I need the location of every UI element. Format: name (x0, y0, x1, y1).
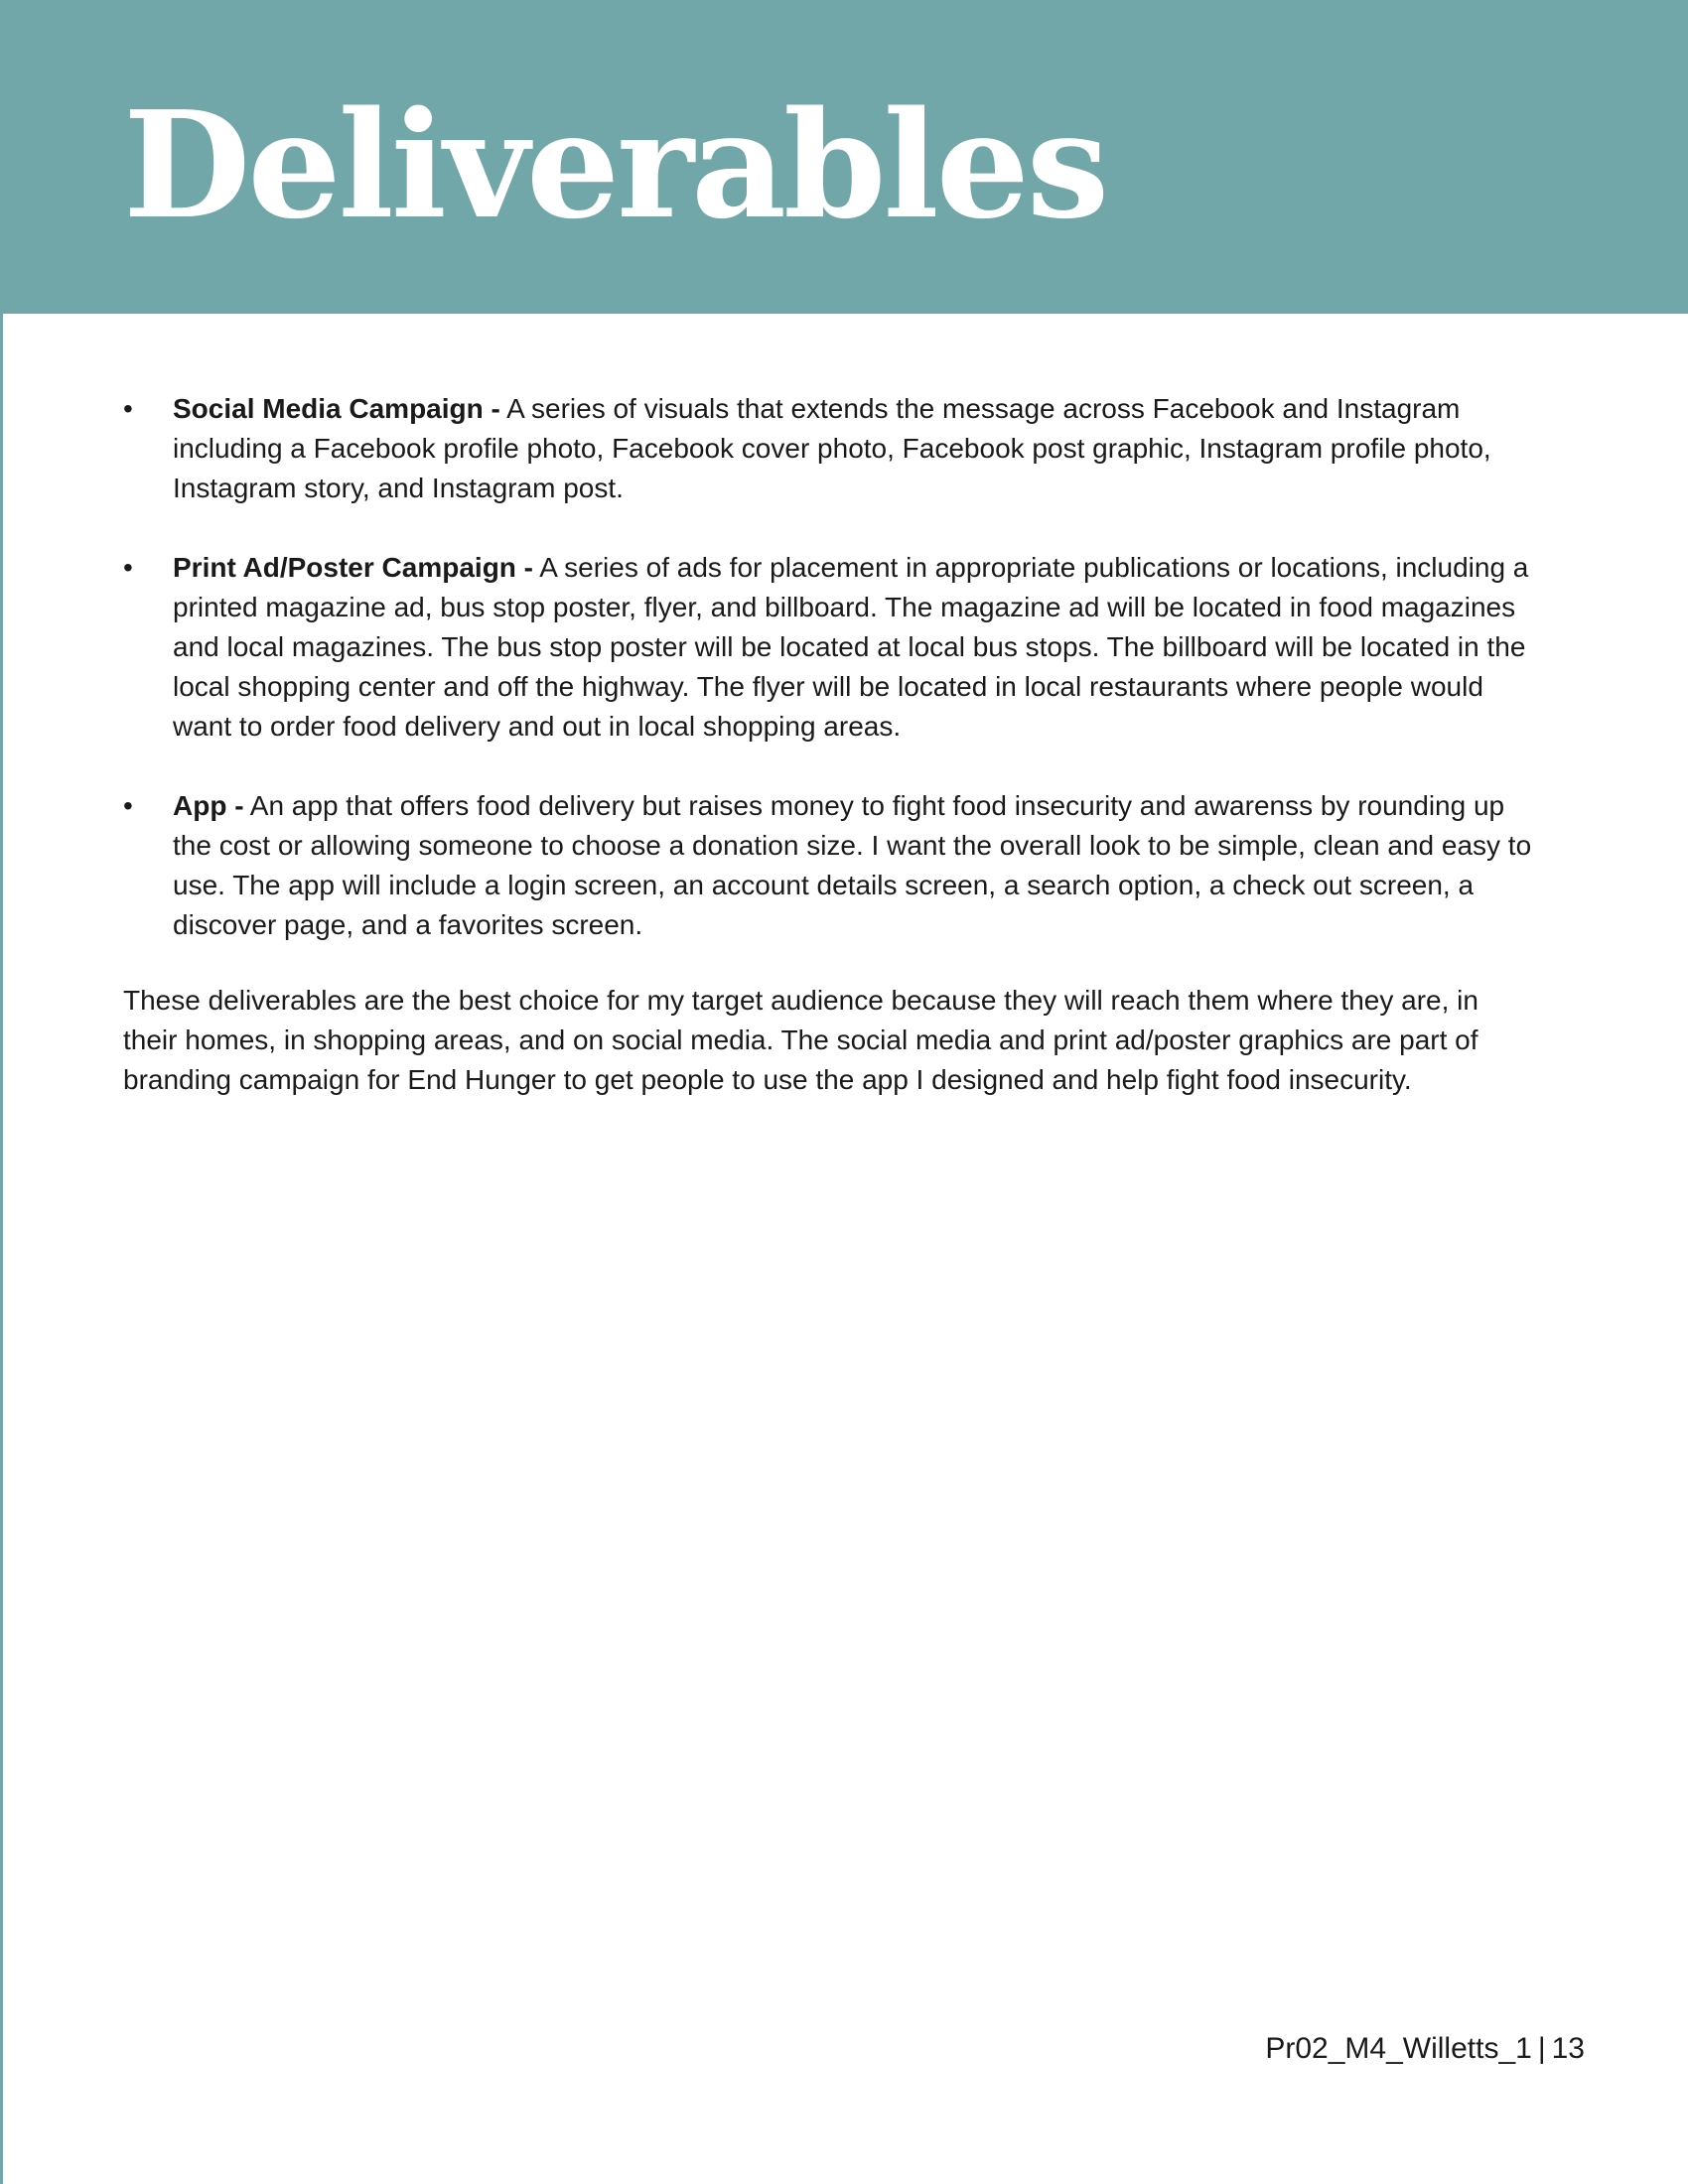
item-description: A series of ads for placement in appropriate publications or locations, including a printed magazine ad, bus stop poster, flyer, and billboard. The magazine ad will be located in food magazines and local magazines. The bus stop poster will be located at local bus stops. The billboard will be located in the local shopping center and off the highway. The flyer will be located in local restaurants where people would want to order food delivery and out in local shopping areas. (173, 552, 1529, 742)
bullet-icon: • (123, 393, 133, 424)
closing-paragraph: These deliverables are the best choice for my target audience because they will reach them where they are, in their homes, in shopping areas, and on social media. The social media and print ad/poster graphics are part of branding campaign for End Hunger to get people to use the app I designed and help fight food insecurity. (123, 985, 1478, 1095)
deliverables-list (123, 389, 1533, 945)
footer-separator: | (1537, 2032, 1546, 2065)
item-title: Social Media Campaign - (173, 393, 500, 424)
page-number: 13 (1551, 2032, 1585, 2065)
bullet-icon: • (123, 552, 133, 583)
item-description: An app that offers food delivery but raises money to fight food insecurity and awarenss by rounding up the cost or allowing someone to choose a donation size. I want the overall look to be simple, clean and easy to use. The app will include a login screen, an account details screen, a search option, a check out screen, a discover page, and a favorites screen. (173, 790, 1532, 940)
bullet-icon: • (123, 790, 133, 821)
list-item-print-ad-poster-campaign (123, 548, 1533, 747)
page-title: Deliverables (123, 78, 1107, 251)
main-content (123, 389, 1533, 985)
list-item-social-media-campaign (123, 389, 1533, 508)
page-footer (1265, 2029, 1585, 2069)
item-title: App - (173, 790, 244, 821)
document-id: Pr02_M4_Willetts_1 (1265, 2032, 1532, 2065)
item-description: A series of visuals that extends the message across Facebook and Instagram including a Facebook profile photo, Facebook cover photo, Facebook post graphic, Instagram profile photo, Instagram story, and Instagram post. (173, 393, 1491, 503)
page-left-rule (0, 0, 3, 2184)
header-band (0, 0, 1688, 314)
item-title: Print Ad/Poster Campaign - (173, 552, 534, 583)
list-item-app (123, 786, 1533, 945)
